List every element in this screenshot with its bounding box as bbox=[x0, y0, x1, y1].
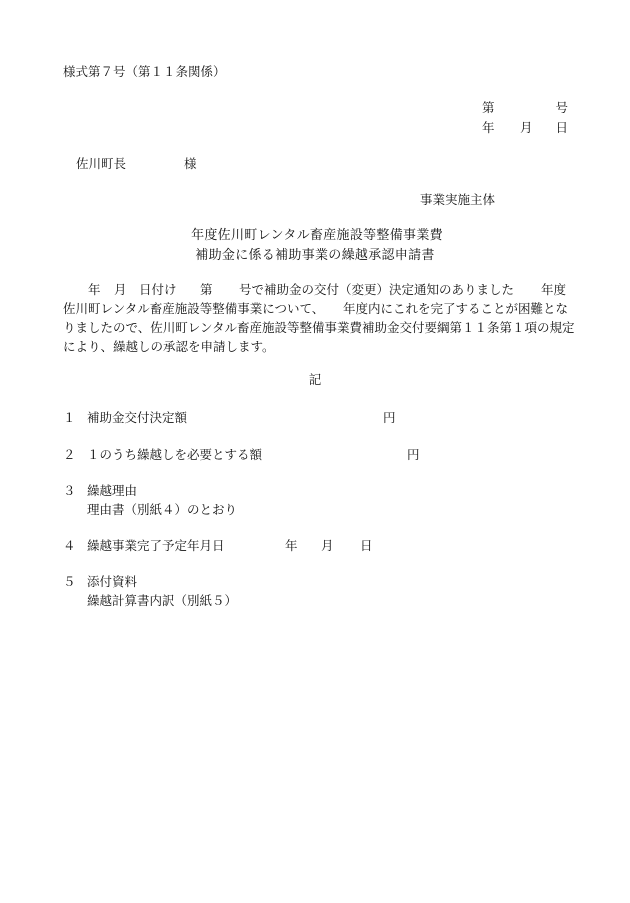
body-month: 月 bbox=[114, 282, 127, 297]
doc-number-suffix: 号 bbox=[555, 100, 568, 115]
item-4-label: 繰越事業完了予定年月日 bbox=[87, 538, 225, 553]
item-4-day: 日 bbox=[360, 538, 373, 553]
item-1-label: 補助金交付決定額 bbox=[87, 410, 188, 425]
item-4-month: 月 bbox=[321, 538, 334, 553]
document-title-line-1: 年度佐川町レンタル畜産施設等整備事業費 bbox=[191, 228, 443, 243]
body-difficulty-text: 年度内にこれを完了することが困難とな bbox=[343, 301, 569, 316]
item-1-unit: 円 bbox=[383, 410, 396, 425]
item-4-number: ４ bbox=[63, 538, 76, 553]
item-3-label: 繰越理由 bbox=[87, 483, 138, 498]
item-1-number: １ bbox=[63, 410, 76, 425]
addressee-name: 佐川町長 bbox=[76, 156, 127, 171]
body-request-text: により、繰越しの承認を申請します。 bbox=[63, 339, 275, 354]
ki-heading: 記 bbox=[308, 372, 322, 387]
doc-date-year: 年 bbox=[482, 120, 495, 135]
body-number-prefix: 第 bbox=[200, 282, 213, 297]
body-line-2 bbox=[63, 299, 567, 318]
addressee bbox=[76, 156, 197, 172]
body-paragraph bbox=[63, 280, 575, 356]
body-year: 年 bbox=[88, 282, 101, 297]
body-fiscal-year: 年度 bbox=[541, 282, 567, 297]
body-project-text: 佐川町レンタル畜産施設等整備事業について、 bbox=[63, 301, 325, 316]
item-2-unit: 円 bbox=[407, 447, 420, 462]
body-regulation-text: りましたので、佐川町レンタル畜産施設等整備事業費補助金交付要綱第１１条第１項の規定 bbox=[63, 320, 575, 335]
item-3-number: ３ bbox=[63, 483, 76, 498]
item-3-detail: 理由書（別紙４）のとおり bbox=[87, 502, 238, 517]
doc-date-month: 月 bbox=[520, 120, 533, 135]
item-5-label: 添付資料 bbox=[87, 574, 138, 589]
item-5-number: ５ bbox=[63, 574, 76, 589]
item-4-year: 年 bbox=[285, 538, 298, 553]
applicant-label: 事業実施主体 bbox=[420, 192, 496, 207]
addressee-honorific: 様 bbox=[184, 156, 197, 171]
body-line-4 bbox=[63, 337, 567, 356]
body-line-1 bbox=[63, 280, 567, 299]
doc-date-day: 日 bbox=[555, 120, 568, 135]
body-notice-text: 号で補助金の交付（変更）決定通知のありました bbox=[239, 282, 515, 297]
body-day-dated: 日付け bbox=[139, 282, 177, 297]
item-5-detail: 繰越計算書内訳（別紙５） bbox=[87, 593, 238, 608]
item-2-number: ２ bbox=[63, 447, 76, 462]
form-number: 様式第７号（第１１条関係） bbox=[63, 64, 226, 79]
item-2-label: １のうち繰越しを必要とする額 bbox=[87, 447, 263, 462]
doc-number-prefix: 第 bbox=[482, 100, 495, 115]
document-title-line-2: 補助金に係る補助事業の繰越承認申請書 bbox=[195, 248, 435, 263]
body-line-3 bbox=[63, 318, 575, 337]
